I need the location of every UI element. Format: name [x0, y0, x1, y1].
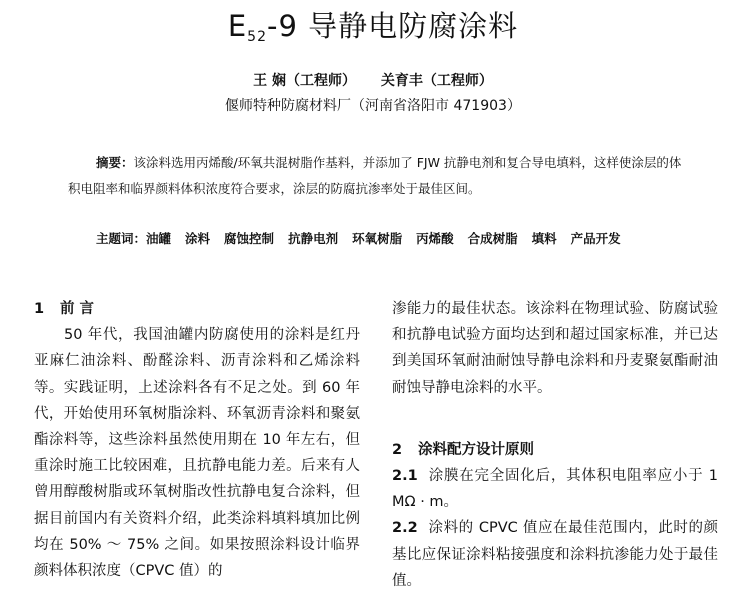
subsection-2-1 [392, 463, 718, 515]
title-main: E [227, 9, 248, 43]
subsection-2-1-text: 涂膜在完全固化后，其体积电阻率应小于 1 MΩ · m。 [392, 468, 718, 511]
continued-paragraph: 渗能力的最佳状态。该涂料在物理试验、防腐试验和抗静电试验方面均达到和超过国家标准，并已达到美国环氧耐油耐蚀导静电涂料和丹麦聚氨酯耐油耐蚀导静电涂料的水平。 [392, 301, 718, 396]
author-1-role: （工程师） [286, 73, 356, 89]
author-line [0, 70, 746, 90]
title-rest: -9 导静电防腐涂料 [267, 9, 519, 43]
keyword: 环氧树脂 [352, 231, 403, 246]
section-2-number: 2 [392, 441, 403, 458]
keyword: 产品开发 [570, 231, 621, 246]
subsection-2-1-number: 2.1 [392, 468, 418, 485]
section-1-title: 前 言 [60, 301, 95, 317]
paper-title [0, 4, 746, 45]
abstract-text: 该涂料选用丙烯酸/环氧共混树脂作基料，并添加了 FJW 抗静电剂和复合导电填料，这样使涂层的体积电阻率和临界颜料体积浓度符合要求，涂层的防腐抗渗率处于最佳区间。 [68, 155, 682, 196]
keywords [68, 226, 688, 252]
author-2-name: 关育丰 [380, 73, 423, 89]
author-1 [253, 73, 356, 89]
keyword: 合成树脂 [467, 231, 518, 246]
left-column [34, 296, 360, 584]
keyword: 油罐 [146, 231, 172, 246]
subsection-2-2-text: 涂料的 CPVC 值应在最佳范围内，此时的颜基比应保证涂料粘接强度和涂料抗渗能力处于最佳值。 [392, 520, 718, 589]
subsection-2-2-number: 2.2 [392, 520, 418, 537]
section-2-title: 涂料配方设计原则 [418, 441, 534, 458]
author-2-role: （工程师） [422, 73, 493, 89]
abstract [68, 150, 688, 202]
title-subscript: 52 [247, 29, 267, 45]
keyword: 丙烯酸 [416, 231, 454, 246]
keyword: 填料 [531, 231, 557, 246]
section-1-paragraph: 50 年代，我国油罐内防腐使用的涂料是红丹亚麻仁油涂料、酚醛涂料、沥青涂料和乙烯涂料等。实践证明，上述涂料各有不足之处。到 60 年代，开始使用环氧树脂涂料、环氧沥青涂料和聚氨酯涂料等，这些涂料虽然使用期在 10 年左右，但重涂时施工比较困难，且抗静电能力差。后来有人曾用醇酸树脂或环氧树脂改性抗静电复合涂料，但据目前国内有关资料介绍，此类涂料填料填加比例均在 50% ～ 75% 之间。如果按照涂料设计临界颜料体积浓度（CPVC 值）的 [34, 327, 360, 580]
keyword: 腐蚀控制 [224, 231, 275, 246]
keyword: 抗静电剂 [288, 231, 339, 246]
section-2-heading [392, 437, 718, 463]
right-column [392, 296, 718, 594]
keywords-label: 主题词： [96, 231, 147, 246]
author-2 [381, 73, 493, 89]
keyword: 涂料 [185, 231, 211, 246]
section-1-heading [34, 296, 360, 322]
subsection-2-2 [392, 515, 718, 594]
abstract-label: 摘要： [96, 155, 134, 170]
section-1-number: 1 [34, 301, 45, 317]
author-1-name: 王 娴 [253, 73, 286, 89]
affiliation: 偃师特种防腐材料厂（河南省洛阳市 471903） [225, 98, 521, 114]
